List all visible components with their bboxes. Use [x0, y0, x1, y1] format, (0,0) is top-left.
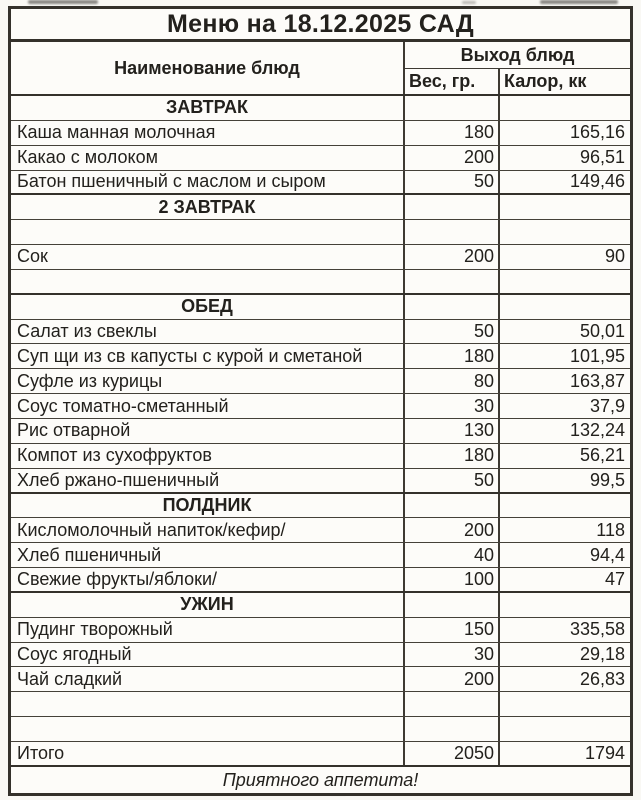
- weight-cell: [405, 270, 500, 293]
- section-header-cell: ОБЕД: [11, 295, 405, 319]
- weight-cell: 180: [405, 344, 500, 368]
- menu-title: Меню на 18.12.2025 САД: [11, 9, 630, 42]
- weight-cell: [405, 295, 500, 319]
- weight-cell: [405, 96, 500, 120]
- weight-cell: 180: [405, 444, 500, 468]
- calories-cell: 335,58: [569, 619, 625, 640]
- calories-cell: 50,01: [579, 321, 625, 342]
- output-header-group: [405, 42, 630, 94]
- section-row: [11, 295, 630, 320]
- weight-cell: [405, 692, 500, 716]
- scan-smudge: [462, 1, 476, 4]
- menu-item-row: [11, 146, 630, 171]
- menu-item-row: [11, 320, 630, 345]
- dish-name-cell: Рис отварной: [11, 419, 405, 443]
- dish-name-cell: Салат из свеклы: [11, 320, 405, 344]
- total-row: [11, 742, 630, 767]
- table-header: [11, 42, 630, 96]
- menu-item-row: [11, 394, 630, 419]
- calories-cell: [500, 692, 630, 716]
- calories-cell: 37,9: [589, 395, 625, 416]
- menu-item-row: [11, 568, 630, 593]
- dish-name-cell: Свежие фрукты/яблоки/: [11, 568, 405, 591]
- dish-name-cell: Соус томатно-сметанный: [11, 394, 405, 418]
- menu-item-row: [11, 245, 630, 270]
- empty-row: [11, 717, 630, 742]
- weight-cell: 200: [405, 667, 500, 691]
- calories-cell: [500, 717, 630, 741]
- dish-name-cell: Каша манная молочная: [11, 121, 405, 145]
- dish-name-cell: Компот из сухофруктов: [11, 444, 405, 468]
- calories-cell: [500, 96, 630, 120]
- dish-name-cell: Сок: [11, 245, 405, 269]
- calories-cell: 90: [604, 246, 625, 267]
- calories-cell: 101,95: [569, 345, 625, 366]
- weight-cell: 30: [405, 394, 500, 418]
- menu-item-row: [11, 419, 630, 444]
- calories-cell: [500, 593, 630, 617]
- dish-name-cell: Пудинг творожный: [11, 618, 405, 642]
- menu-item-row: [11, 643, 630, 668]
- section-header-cell: ЗАВТРАК: [11, 96, 405, 120]
- menu-item-row: [11, 543, 630, 568]
- weight-cell: 40: [405, 543, 500, 567]
- calories-cell: 1794: [584, 742, 625, 763]
- menu-item-row: [11, 344, 630, 369]
- dish-name-cell: Хлеб ржано-пшеничный: [11, 469, 405, 492]
- column-header-output: Выход блюд: [405, 42, 630, 69]
- weight-cell: 200: [405, 146, 500, 170]
- calories-cell: 56,21: [579, 445, 625, 466]
- dish-name-cell: Батон пшеничный с маслом и сыром: [11, 171, 405, 194]
- section-header-cell: ПОЛДНИК: [11, 494, 405, 518]
- dish-name-cell: Суп щи из св капусты с курой и сметаной: [11, 344, 405, 368]
- weight-cell: 130: [405, 419, 500, 443]
- menu-item-row: [11, 171, 630, 196]
- dish-name-cell: Хлеб пшеничный: [11, 543, 405, 567]
- weight-cell: [405, 195, 500, 219]
- dish-name-cell: [11, 270, 405, 293]
- dish-name-cell: Итого: [11, 742, 405, 765]
- calories-cell: [500, 195, 630, 219]
- menu-document: [8, 6, 633, 796]
- weight-cell: 50: [405, 469, 500, 492]
- calories-cell: [500, 295, 630, 319]
- calories-cell: 118: [596, 519, 625, 540]
- calories-cell: 163,87: [569, 370, 625, 391]
- weight-cell: 2050: [405, 742, 500, 765]
- section-header-cell: 2 ЗАВТРАК: [11, 195, 405, 219]
- scan-smudge: [540, 0, 618, 4]
- weight-cell: 100: [405, 568, 500, 591]
- section-row: [11, 96, 630, 121]
- menu-item-row: [11, 369, 630, 394]
- dish-name-cell: Чай сладкий: [11, 667, 405, 691]
- calories-cell: 149,46: [569, 171, 625, 192]
- weight-cell: 200: [405, 518, 500, 542]
- weight-cell: [405, 717, 500, 741]
- dish-name-cell: Кисломолочный напиток/кефир/: [11, 518, 405, 542]
- dish-name-cell: Соус ягодный: [11, 643, 405, 667]
- section-row: [11, 195, 630, 220]
- dish-name-cell: [11, 220, 405, 244]
- menu-item-row: [11, 618, 630, 643]
- empty-row: [11, 692, 630, 717]
- column-header-name: Наименование блюд: [11, 42, 405, 94]
- section-row: [11, 593, 630, 618]
- dish-name-cell: [11, 692, 405, 716]
- calories-cell: 99,5: [589, 469, 625, 490]
- weight-cell: 80: [405, 369, 500, 393]
- empty-row: [11, 220, 630, 245]
- weight-cell: 30: [405, 643, 500, 667]
- calories-cell: 165,16: [569, 122, 625, 143]
- output-subheaders: [405, 69, 630, 94]
- calories-cell: [500, 220, 630, 244]
- menu-item-row: [11, 121, 630, 146]
- calories-cell: [500, 270, 630, 293]
- calories-cell: 29,18: [579, 643, 625, 664]
- calories-cell: [500, 494, 630, 518]
- menu-item-row: [11, 518, 630, 543]
- weight-cell: 200: [405, 245, 500, 269]
- weight-cell: 50: [405, 171, 500, 194]
- calories-cell: 47: [604, 568, 625, 589]
- weight-cell: 180: [405, 121, 500, 145]
- section-row: [11, 494, 630, 519]
- calories-cell: 26,83: [579, 668, 625, 689]
- calories-cell: 94,4: [589, 544, 625, 565]
- section-header-cell: УЖИН: [11, 593, 405, 617]
- footer-message: Приятного аппетита!: [222, 769, 419, 790]
- dish-name-cell: [11, 717, 405, 741]
- menu-rows: [11, 96, 630, 767]
- dish-name-cell: Суфле из курицы: [11, 369, 405, 393]
- weight-cell: [405, 494, 500, 518]
- menu-item-row: [11, 444, 630, 469]
- calories-cell: 96,51: [579, 147, 625, 168]
- scan-smudge: [28, 0, 98, 4]
- weight-cell: [405, 593, 500, 617]
- column-header-weight: Вес, гр.: [405, 69, 500, 94]
- weight-cell: 150: [405, 618, 500, 642]
- dish-name-cell: Какао с молоком: [11, 146, 405, 170]
- empty-row: [11, 270, 630, 295]
- column-header-calories: Калор, кк: [504, 71, 587, 91]
- menu-item-row: [11, 667, 630, 692]
- weight-cell: [405, 220, 500, 244]
- menu-item-row: [11, 469, 630, 494]
- calories-cell: 132,24: [569, 420, 625, 441]
- weight-cell: 50: [405, 320, 500, 344]
